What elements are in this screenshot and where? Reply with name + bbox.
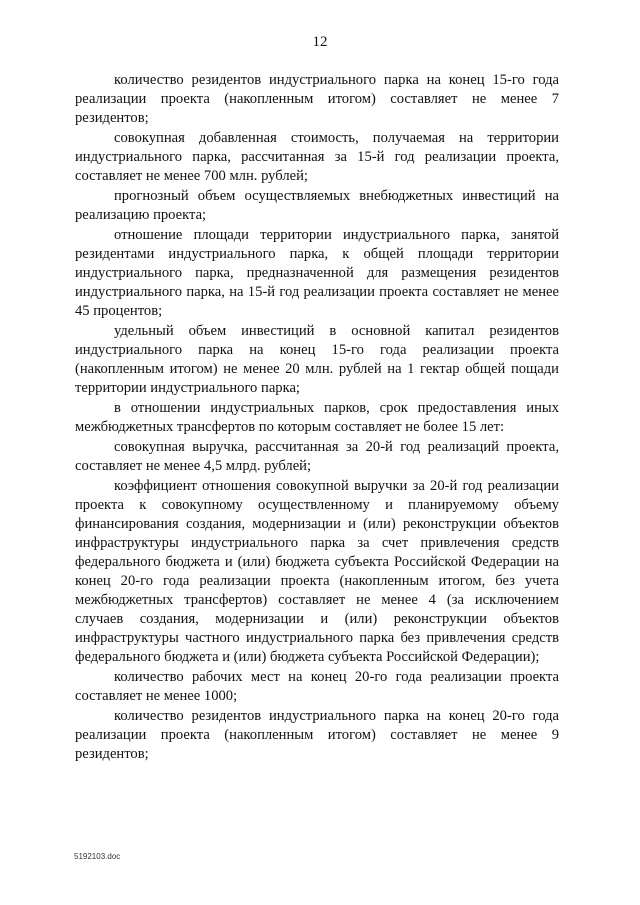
paragraph-specific-investment: удельный объем инвестиций в основной капитал резидентов индустриального парка на конец 15-го года реализации проекта (накопленным итогом) не менее 20 млн. рублей на 1 гектар общей пощади территории индустриального парка;	[75, 323, 559, 396]
paragraph-residents-20: количество резидентов индустриального парка на конец 20-го года реализации проекта (накопленным итогом) составляет не менее 9 резидентов;	[75, 708, 559, 762]
paragraph-revenue-coefficient: коэффициент отношения совокупной выручки за 20-й год реализации проекта к совокупному осуществленному и планируемому объему финансирования создания, модернизации и (или) реконструкции объектов инфраструктуры индустриального парка за счет привлечения средств федерального бюджета и (или) бюджета субъекта Российской Федерации на конец 20-го года реализации проекта (накопленным итогом, без учета межбюджетных трансфертов) составляет не менее 4 (за исключением случаев создания, модернизации и (или) реконструкции объектов инфраструктуры частного индустриального парка без привлечения средств федерального бюджета и (или) бюджета субъекта Российской Федерации);	[75, 478, 559, 665]
paragraph-parks-15-years: в отношении индустриальных парков, срок предоставления иных межбюджетных трансфертов по которым составляет не более 15 лет:	[75, 400, 559, 435]
document-code: 5192103.doc	[74, 852, 121, 861]
paragraph-total-revenue: совокупная выручка, рассчитанная за 20-й год реализаций проекта, составляет не менее 4,5 млрд. рублей;	[75, 439, 559, 474]
paragraph-residents-15: количество резидентов индустриального парка на конец 15-го года реализации проекта (накопленным итогом) составляет не менее 7 резидентов;	[75, 72, 559, 126]
paragraph-area-ratio: отношение площади территории индустриального парка, занятой резидентами индустриального парка, к общей площади территории индустриального парка, предназначенной для размещения резидентов индустриального парка, на 15-й год реализации проекта составляет не менее 45 процентов;	[75, 227, 559, 319]
paragraph-investments-forecast: прогнозный объем осуществляемых внебюджетных инвестиций на реализацию проекта;	[75, 188, 559, 223]
paragraph-added-value: совокупная добавленная стоимость, получаемая на территории индустриального парка, рассчитанная за 15-й год реализации проекта, составляет не менее 700 млн. рублей;	[75, 130, 559, 184]
page-number: 12	[312, 34, 328, 50]
document-body	[75, 71, 559, 765]
paragraph-jobs: количество рабочих мест на конец 20-го года реализации проекта составляет не менее 1000;	[75, 669, 559, 704]
